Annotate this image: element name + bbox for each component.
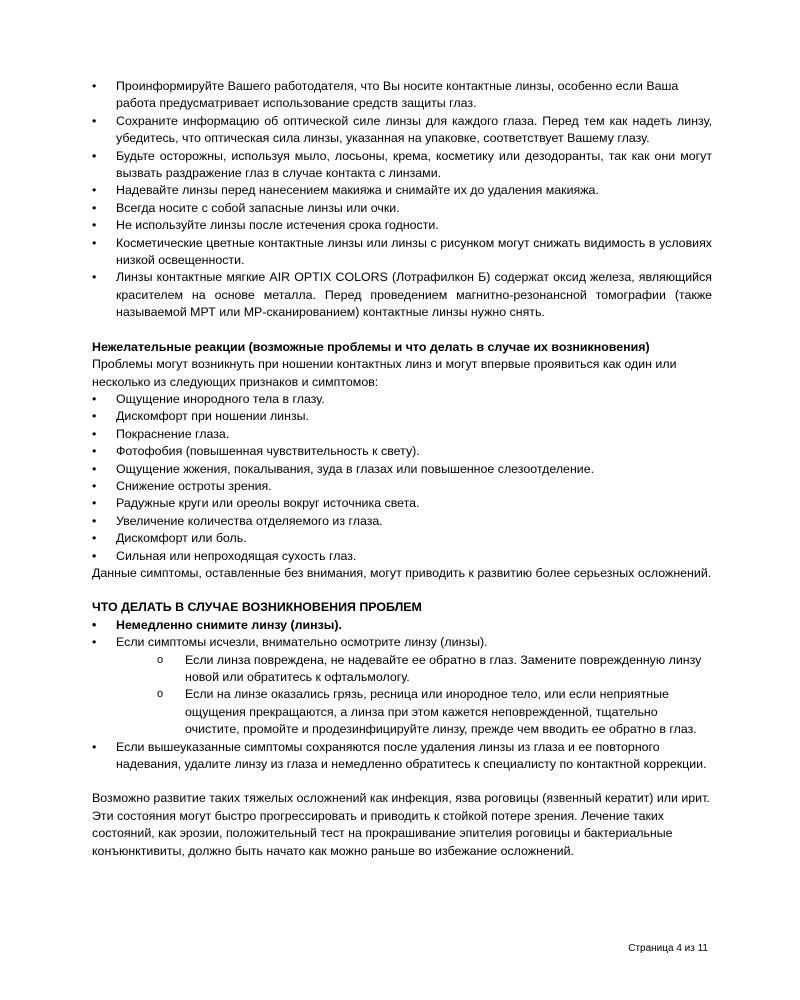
list-item	[92, 634, 712, 738]
list-item: • Будьте осторожны, используя мыло, лосьоны, крема, косметику или дезодоранты, так как они могут вызвать раздражение глаз в случае контакта с линзами.	[92, 148, 712, 183]
list-item: • Сохраните информацию об оптической силе линзы для каждого глаза. Перед тем как надеть линзу, убедитесь, что оптическая сила линзы, указанная на упаковке, соответствует Вашему глазу.	[92, 113, 712, 148]
list-item: • Увеличение количества отделяемого из глаза.	[92, 513, 712, 530]
list-item-text: Если симптомы исчезли, внимательно осмотрите линзу (линзы).	[116, 635, 488, 650]
adverse-outro: Данные симптомы, оставленные без внимания, могут приводить к развитию более серьезных осложнений.	[92, 565, 712, 580]
symptoms-list	[92, 391, 712, 565]
adverse-heading: Нежелательные реакции (возможные проблемы и что делать в случае их возникновения)	[92, 339, 650, 354]
list-item: • Ощущение инородного тела в глазу.	[92, 391, 712, 408]
list-item: • Проинформируйте Вашего работодателя, что Вы носите контактные линзы, особенно если Ваша работа предусматривает использование средств защиты глаз.	[92, 78, 712, 113]
list-item: • Радужные круги или ореолы вокруг источника света.	[92, 495, 712, 512]
list-item: • Сильная или непроходящая сухость глаз.	[92, 548, 712, 565]
list-item: • Дискомфорт или боль.	[92, 530, 712, 547]
adverse-intro: Проблемы могут возникнуть при ношении контактных линз и могут впервые проявиться как один или несколько из следующих признаков и симптомов:	[92, 357, 677, 389]
list-item: • Снижение остроты зрения.	[92, 478, 712, 495]
list-item: • Фотофобия (повышенная чувствительность к свету).	[92, 443, 712, 460]
list-item: • Дискомфорт при ношении линзы.	[92, 408, 712, 425]
page-number: Страница 4 из 11	[628, 943, 708, 954]
list-item: • Ощущение жжения, покалывания, зуда в глазах или повышенное слезоотделение.	[92, 461, 712, 478]
list-item: • Покраснение глаза.	[92, 426, 712, 443]
list-item: • Линзы контактные мягкие AIR OPTIX COLORS (Лотрафилкон Б) содержат оксид железа, являющийся красителем на основе металла. Перед проведением магнитно-резонансной томографии (также называемой МРТ или МР-сканированием) контактные линзы нужно снять.	[92, 269, 712, 321]
list-item: • Не используйте линзы после истечения срока годности.	[92, 217, 712, 234]
list-item: • Немедленно снимите линзу (линзы).	[92, 617, 712, 634]
whattodo-list	[92, 617, 712, 774]
closing-paragraph: Возможно развитие таких тяжелых осложнений как инфекция, язва роговицы (язвенный кератит) или ирит. Эти состояния могут быстро прогрессировать и приводить к стойкой потере зрения. Лечение таких состояний, как эрозии, положительный тест на прокрашивание эпителия роговицы и бактериальные конъюнктивиты, должно быть начато как можно раньше во избежание осложнений.	[92, 791, 710, 858]
sub-list	[116, 652, 712, 739]
list-item: • Косметические цветные контактные линзы или линзы с рисунком могут снижать видимость в условиях низкой освещенности.	[92, 235, 712, 270]
sub-list-item: o Если на линзе оказались грязь, ресница или инородное тело, или если неприятные ощущения прекращаются, а линза при этом кажется неповрежденной, тщательно очистите, промойте и продезинфицируйте линзу, прежде чем вводить ее обратно в глаз.	[116, 686, 712, 738]
document-page	[92, 78, 712, 860]
whattodo-heading: ЧТО ДЕЛАТЬ В СЛУЧАЕ ВОЗНИКНОВЕНИЯ ПРОБЛЕМ	[92, 600, 422, 615]
precautions-list	[92, 78, 712, 322]
list-item: • Если вышеуказанные симптомы сохраняются после удаления линзы из глаза и ее повторного надевания, удалите линзу из глаза и немедленно обратитесь к специалисту по контактной коррекции.	[92, 739, 712, 774]
sub-list-item: o Если линза повреждена, не надевайте ее обратно в глаз. Замените поврежденную линзу новой или обратитесь к офтальмологу.	[116, 652, 712, 687]
list-item: • Надевайте линзы перед нанесением макияжа и снимайте их до удаления макияжа.	[92, 182, 712, 199]
list-item: • Всегда носите с собой запасные линзы или очки.	[92, 200, 712, 217]
